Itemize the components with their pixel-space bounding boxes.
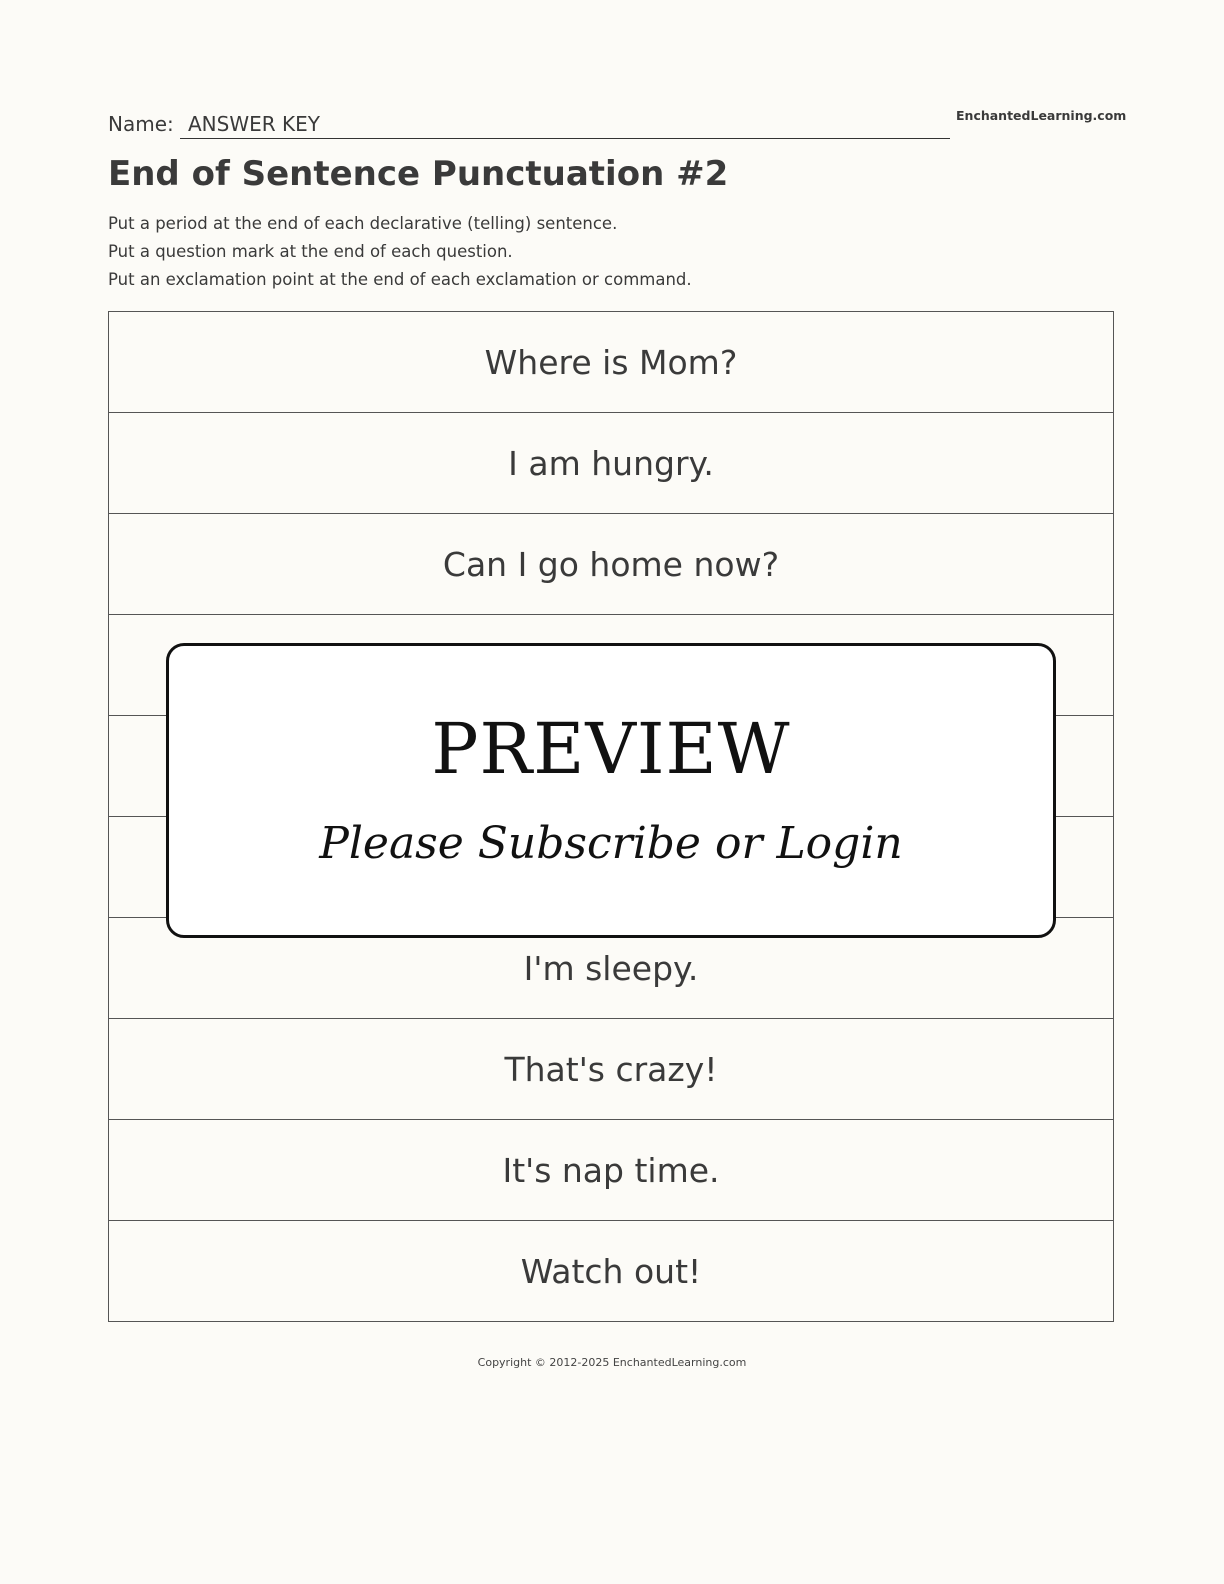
sentence-row: I am hungry.	[109, 413, 1113, 514]
sentence-row: I'm sleepy.	[109, 918, 1113, 1019]
name-value: ANSWER KEY	[188, 112, 320, 136]
sentence-row: That's crazy!	[109, 1019, 1113, 1120]
name-label: Name:	[108, 112, 174, 136]
sentence-row: It's nap time.	[109, 1120, 1113, 1221]
name-row	[108, 108, 950, 140]
instruction-line: Put an exclamation point at the end of each exclamation or command.	[108, 270, 692, 289]
sentence-row: Where is Mom?	[109, 312, 1113, 413]
preview-title: PREVIEW	[431, 708, 791, 790]
preview-overlay[interactable]	[166, 643, 1056, 938]
sentence-row: Can I go home now?	[109, 514, 1113, 615]
name-field	[180, 108, 950, 139]
copyright: Copyright © 2012-2025 EnchantedLearning.com	[477, 1356, 747, 1369]
site-brand: EnchantedLearning.com	[956, 108, 1127, 123]
instruction-line: Put a period at the end of each declarative (telling) sentence.	[108, 214, 618, 233]
subscribe-login-link[interactable]: Please Subscribe or Login	[319, 818, 903, 869]
worksheet-title: End of Sentence Punctuation #2	[108, 154, 729, 194]
sentence-row: Watch out!	[520, 1251, 702, 1291]
instruction-line: Put a question mark at the end of each question.	[108, 242, 513, 261]
instructions	[108, 210, 692, 294]
